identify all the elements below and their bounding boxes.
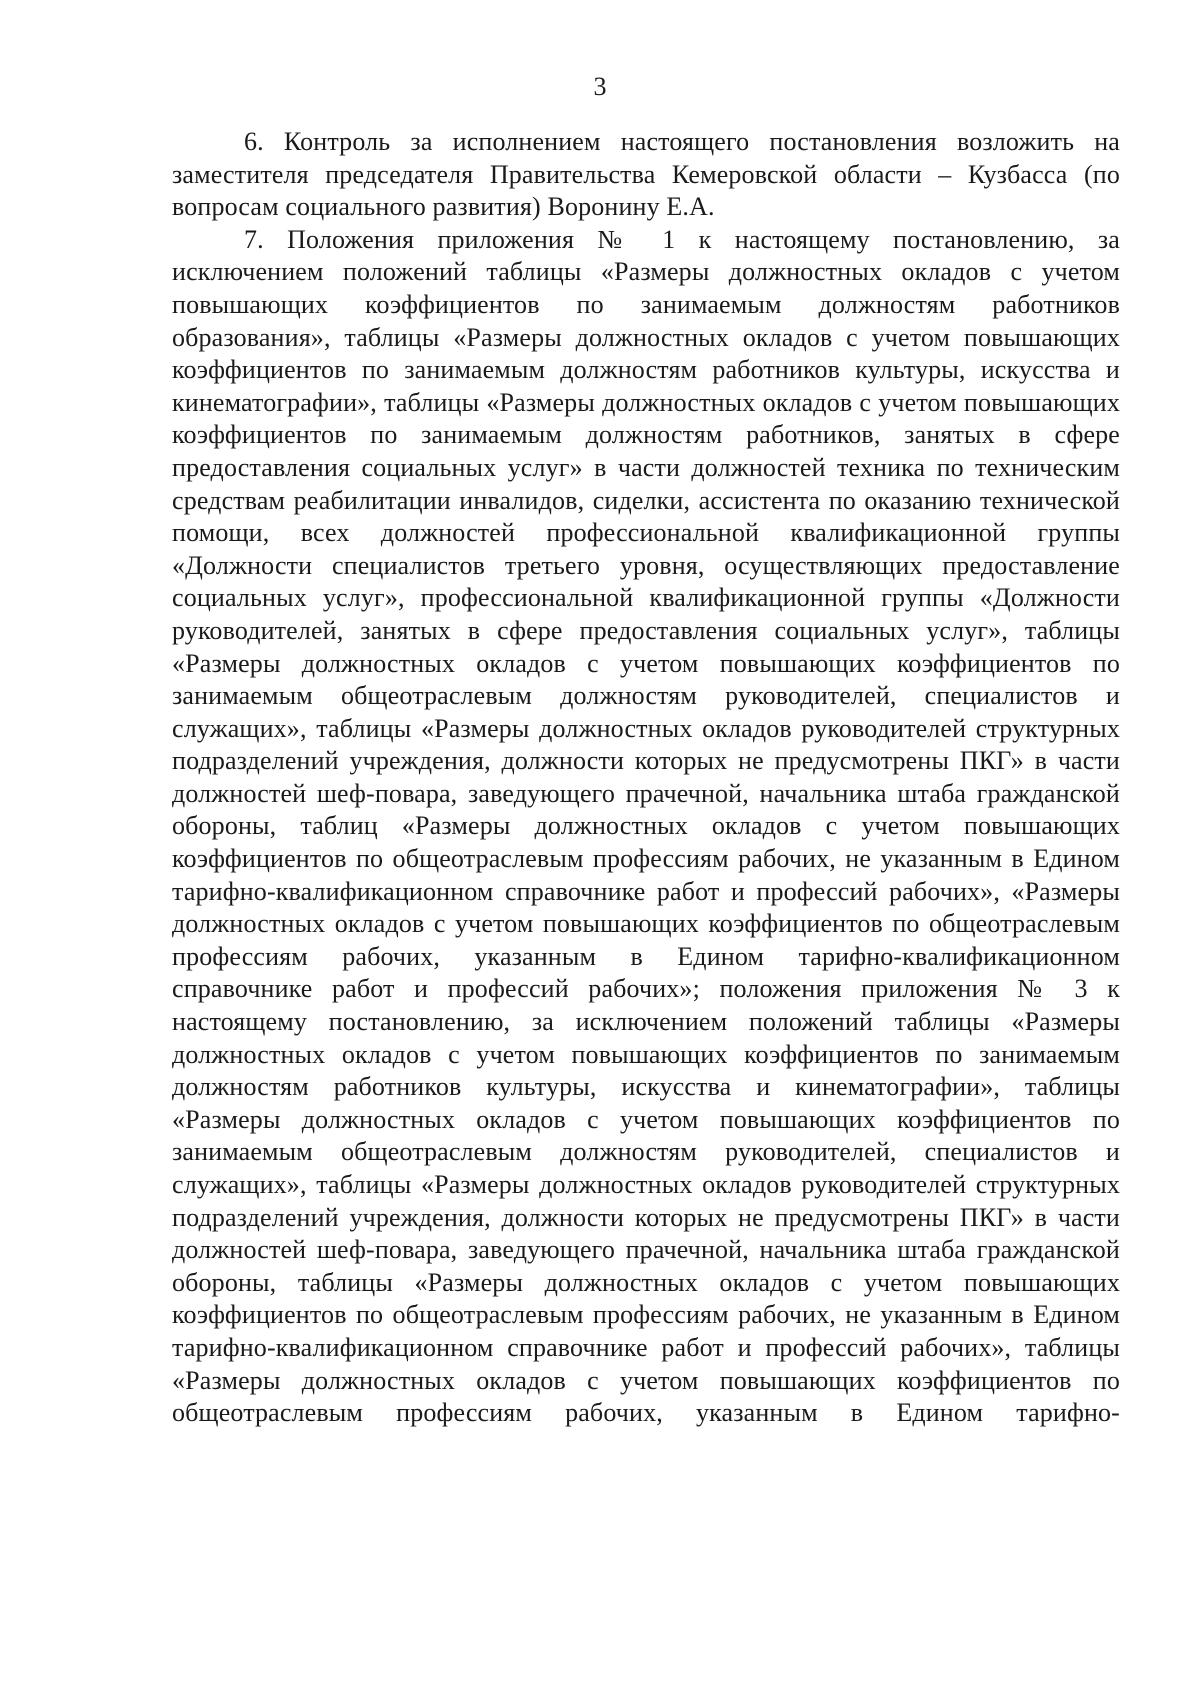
document-body — [172, 126, 1120, 1430]
paragraph-6: 6. Контроль за исполнением настоящего постановления возложить на заместителя председателя Правительства Кемеровской области – Кузбасса (по вопросам социального развития) Воронину Е.А. — [172, 127, 1120, 222]
page-number: 3 — [593, 72, 607, 101]
paragraph-7: 7. Положения приложения № 1 к настоящему постановлению, за исключением положений таблицы «Размеры должностных окладов с учетом повышающих коэффициентов по занимаемым должностям работников образования», таблицы «Размеры должностных окладов с учетом повышающих коэффициентов по занимаемым должностям работников культуры, искусства и кинематографии», таблицы «Размеры должностных окладов с учетом повышающих коэффициентов по занимаемым должностям работников, занятых в сфере предоставления социальных услуг» в части должностей техника по техническим средствам реабилитации инвалидов, сиделки, ассистента по оказанию технической помощи, всех должностей профессиональной квалификационной группы «Должности специалистов третьего уровня, осуществляющих предоставление социальных услуг», профессиональной квалификационной группы «Должности руководителей, занятых в сфере предоставления социальных услуг», таблицы «Размеры должностных окладов с учетом повышающих коэффициентов по занимаемым общеотраслевым должностям руководителей, специалистов и служащих», таблицы «Размеры должностных окладов руководителей структурных подразделений учреждения, должности которых не предусмотрены ПКГ» в части должностей шеф-повара, заведующего прачечной, начальника штаба гражданской обороны, таблиц «Размеры должностных окладов с учетом повышающих коэффициентов по общеотраслевым профессиям рабочих, не указанным в Едином тарифно-квалификационном справочнике работ и профессий рабочих», «Размеры должностных окладов с учетом повышающих коэффициентов по общеотраслевым профессиям рабочих, указанным в Едином тарифно-квалификационном справочнике работ и профессий рабочих»; положения приложения № 3 к настоящему постановлению, за исключением положений таблицы «Размеры должностных окладов с учетом повышающих коэффициентов по занимаемым должностям работников культуры, искусства и кинематографии», таблицы «Размеры должностных окладов с учетом повышающих коэффициентов по занимаемым общеотраслевым должностям руководителей, специалистов и служащих», таблицы «Размеры должностных окладов руководителей структурных подразделений учреждения, должности которых не предусмотрены ПКГ» в части должностей шеф-повара, заведующего прачечной, начальника штаба гражданской обороны, таблицы «Размеры должностных окладов с учетом повышающих коэффициентов по общеотраслевым профессиям рабочих, не указанным в Едином тарифно-квалификационном справочнике работ и профессий рабочих», таблицы «Размеры должностных окладов с учетом повышающих коэффициентов по общеотраслевым профессиям рабочих, указанным в Едином тарифно- — [172, 224, 1120, 1428]
